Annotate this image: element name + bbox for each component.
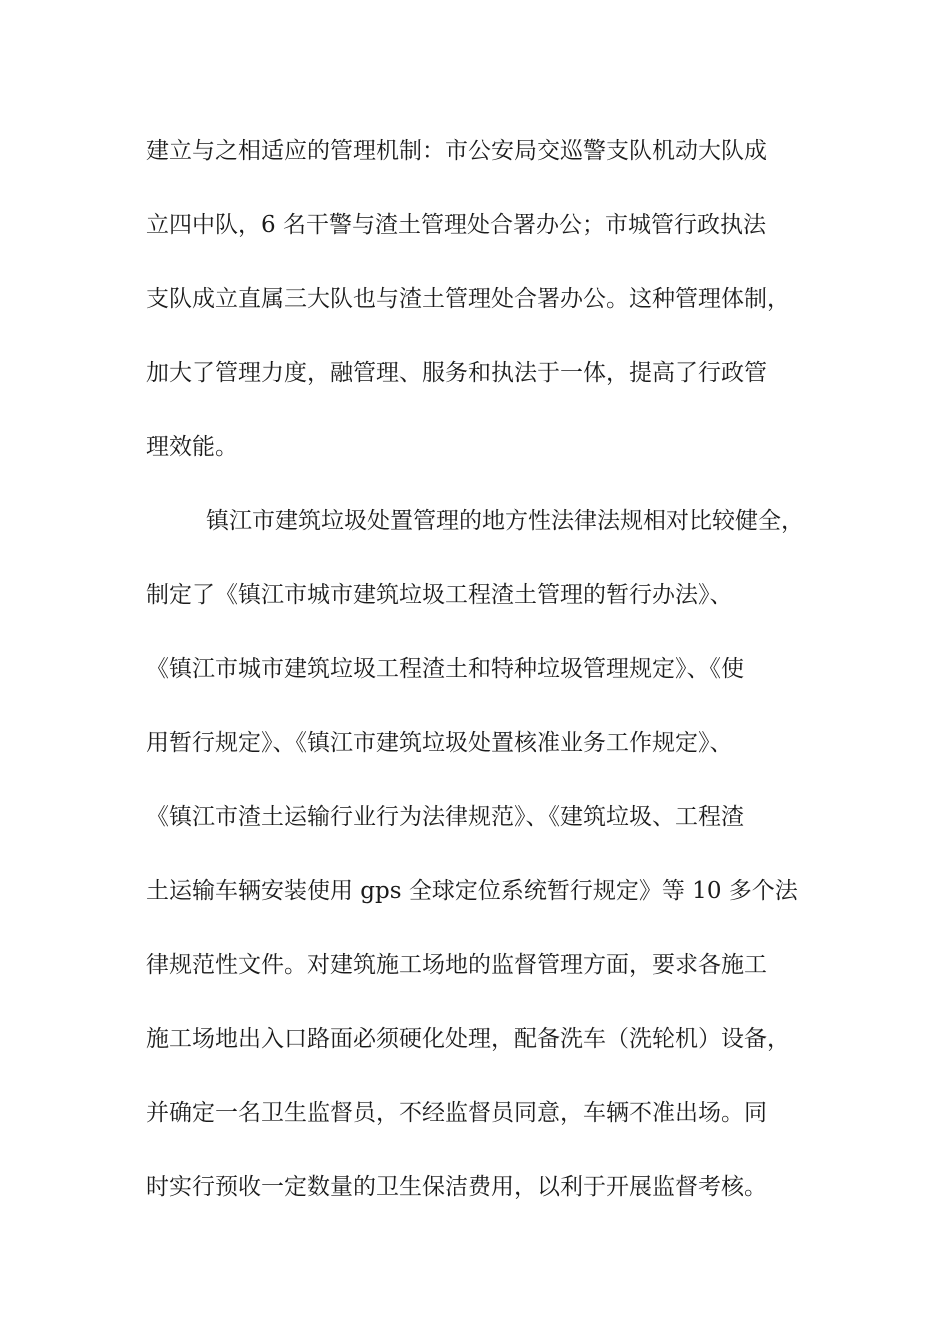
text-line: 《镇江市渣土运输行业行为法律规范》、《建筑垃圾、工程渣: [146, 804, 744, 830]
text-line: 施工场地出入口路面必须硬化处理，配备洗车（洗轮机）设备，: [146, 1026, 790, 1052]
text-line: 加大了管理力度，融管理、服务和执法于一体，提高了行政管: [146, 360, 767, 386]
text-line: 支队成立直属三大队也与渣土管理处合署办公。这种管理体制，: [146, 286, 790, 312]
text-line: 律规范性文件。对建筑施工场地的监督管理方面，要求各施工: [146, 952, 767, 978]
paragraph-first-line: 镇江市建筑垃圾处置管理的地方性法律法规相对比较健全，: [206, 508, 804, 534]
text-line: 并确定一名卫生监督员，不经监督员同意，车辆不准出场。同: [146, 1100, 767, 1126]
text-line: 《镇江市城市建筑垃圾工程渣土和特种垃圾管理规定》、《使: [146, 656, 744, 682]
text-line: 建立与之相适应的管理机制：市公安局交巡警支队机动大队成: [146, 138, 767, 164]
text-line: 土运输车辆安装使用 gps 全球定位系统暂行规定》等 10 多个法: [146, 878, 798, 904]
text-line: 时实行预收一定数量的卫生保洁费用，以利于开展监督考核。: [146, 1174, 767, 1200]
text-line: 制定了《镇江市城市建筑垃圾工程渣土管理的暂行办法》、: [146, 582, 733, 608]
text-line: 用暂行规定》、《镇江市建筑垃圾处置核准业务工作规定》、: [146, 730, 733, 756]
text-line: 立四中队，6 名干警与渣土管理处合署办公；市城管行政执法: [146, 212, 766, 238]
text-line: 理效能。: [146, 434, 238, 460]
